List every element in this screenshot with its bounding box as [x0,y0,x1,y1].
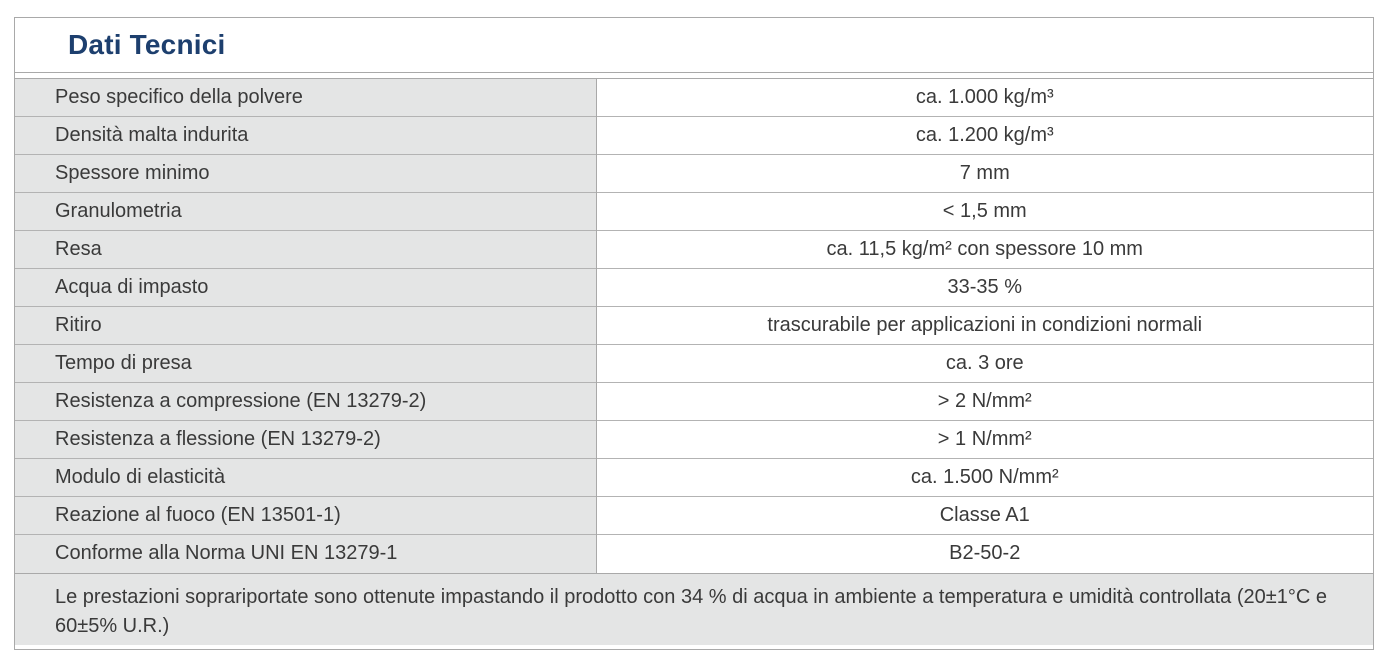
property-value: ca. 11,5 kg/m² con spessore 10 mm [596,231,1373,269]
property-label: Densità malta indurita [15,117,596,155]
property-value: B2-50-2 [596,535,1373,573]
property-label: Spessore minimo [15,155,596,193]
property-value: ca. 1.200 kg/m³ [596,117,1373,155]
page-title: Dati Tecnici [68,29,226,60]
property-label: Tempo di presa [15,345,596,383]
specs-table-body [15,79,1373,573]
table-row [15,345,1373,383]
table-row [15,421,1373,459]
property-value: 33-35 % [596,269,1373,307]
property-label: Acqua di impasto [15,269,596,307]
table-row [15,79,1373,117]
table-row [15,459,1373,497]
property-label: Granulometria [15,193,596,231]
property-value: ca. 1.500 N/mm² [596,459,1373,497]
property-value: > 1 N/mm² [596,421,1373,459]
table-row [15,497,1373,535]
table-row [15,535,1373,573]
property-label: Conforme alla Norma UNI EN 13279-1 [15,535,596,573]
table-row [15,307,1373,345]
property-label: Peso specifico della polvere [15,79,596,117]
technical-data-panel [14,17,1374,650]
property-value: ca. 1.000 kg/m³ [596,79,1373,117]
footnote: Le prestazioni soprariportate sono ottenute impastando il prodotto con 34 % di acqua in ambiente a temperatura e umidità controllata (20±1°C e 60±5% U.R.) [15,573,1373,645]
property-value: ca. 3 ore [596,345,1373,383]
property-value: trascurabile per applicazioni in condizioni normali [596,307,1373,345]
specs-table [15,78,1373,573]
property-value: < 1,5 mm [596,193,1373,231]
title-bar [15,18,1373,73]
property-value: > 2 N/mm² [596,383,1373,421]
property-label: Reazione al fuoco (EN 13501-1) [15,497,596,535]
property-value: Classe A1 [596,497,1373,535]
property-value: 7 mm [596,155,1373,193]
table-row [15,383,1373,421]
property-label: Resistenza a compressione (EN 13279-2) [15,383,596,421]
table-row [15,117,1373,155]
table-row [15,193,1373,231]
table-row [15,231,1373,269]
property-label: Resistenza a flessione (EN 13279-2) [15,421,596,459]
table-row [15,269,1373,307]
property-label: Modulo di elasticità [15,459,596,497]
property-label: Ritiro [15,307,596,345]
table-row [15,155,1373,193]
property-label: Resa [15,231,596,269]
